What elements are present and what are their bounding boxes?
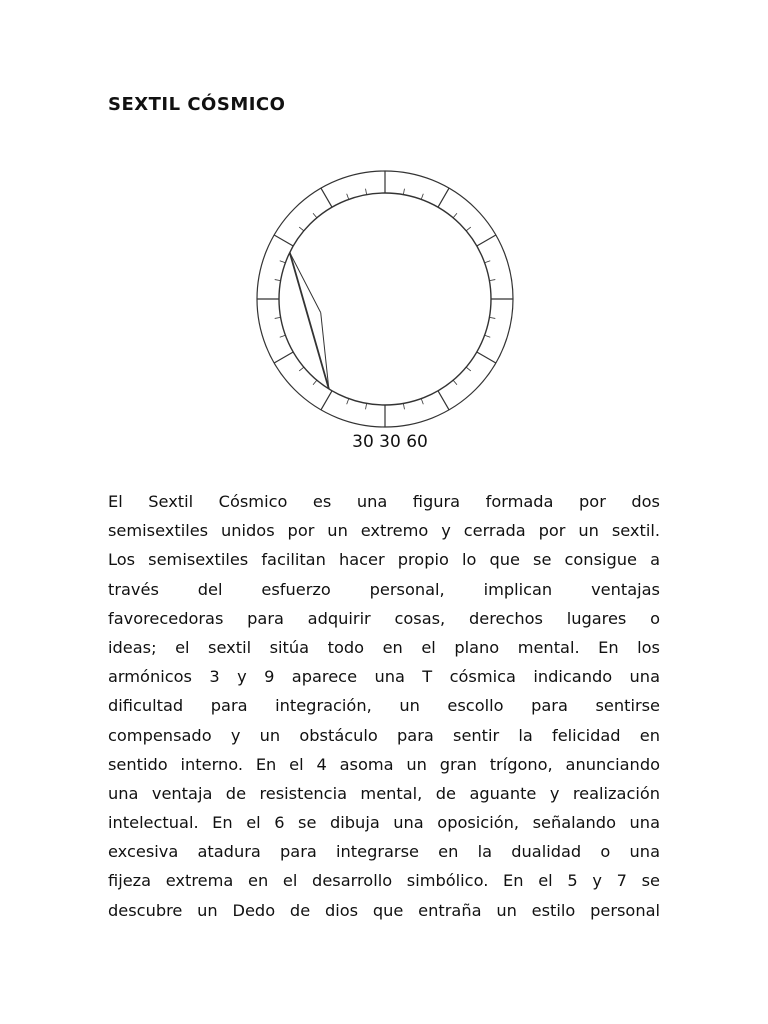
paragraph-line: compensado y un obstáculo para sentir la felicidad en [108,725,660,745]
degree-tick [299,227,304,231]
degree-tick [453,380,457,385]
wheel-inner-ring [279,193,491,405]
degree-tick [466,227,471,231]
sign-divider [477,235,496,246]
degree-tick [485,335,491,337]
sign-divider [477,352,496,363]
sign-divider [321,391,332,410]
aspect-lines [290,253,329,389]
sign-divider [438,188,449,207]
sign-divider [274,235,293,246]
degree-tick [366,403,367,409]
paragraph-line: ideas; el sextil sitúa todo en el plano mental. En los [108,637,660,657]
degree-tick [489,317,495,318]
paragraph-line: una ventaja de resistencia mental, de aguante y realización [108,783,660,803]
paragraph-line: armónicos 3 y 9 aparece una T cósmica indicando una [108,667,660,687]
degree-tick [280,261,286,263]
degree-tick [466,367,471,371]
degree-tick [313,380,317,385]
degree-tick [275,280,281,281]
sextile-wheel-diagram [250,164,520,434]
paragraph-line: fijeza extrema en el desarrollo simbólico. En el 5 y 7 se [108,871,660,891]
wheel-sign-dividers [257,171,513,427]
paragraph-line: sentido interno. En el 4 asoma un gran trígono, anunciando [108,754,660,774]
degree-tick [347,399,349,405]
degree-tick [421,194,423,200]
sign-divider [321,188,332,207]
page-title: SEXTIL CÓSMICO [108,94,286,115]
degree-tick [299,367,304,371]
paragraph-line: través del esfuerzo personal, implican ventajas [108,579,660,599]
paragraph-line: El Sextil Cósmico es una figura formada por dos [108,492,660,511]
degree-tick [421,399,423,405]
degree-tick [366,189,367,195]
sign-divider [438,391,449,410]
wheel-outer-ring [257,171,513,427]
degree-tick [275,317,281,318]
degree-tick [347,194,349,200]
body-paragraph [108,487,660,925]
wheel-degree-ticks [275,189,496,410]
degree-tick [280,335,286,337]
sign-divider [274,352,293,363]
figure-caption: 30 30 60 [352,432,428,452]
paragraph-line: favorecedoras para adquirir cosas, derechos lugares o [108,608,660,628]
degree-tick [313,213,317,218]
paragraph-line: descubre un Dedo de dios que entraña un estilo personal [108,900,660,920]
degree-tick [485,261,491,263]
paragraph-line: semisextiles unidos por un extremo y cerrada por un sextil. [108,521,660,541]
degree-tick [453,213,457,218]
degree-tick [403,189,404,195]
paragraph-line: Los semisextiles facilitan hacer propio lo que se consigue a [108,550,660,570]
paragraph-line: dificultad para integración, un escollo para sentirse [108,696,660,716]
paragraph-line: intelectual. En el 6 se dibuja una oposición, señalando una [108,813,660,833]
degree-tick [489,280,495,281]
sextile-line [290,253,329,389]
degree-tick [403,403,404,409]
paragraph-line: excesiva atadura para integrarse en la dualidad o una [108,842,660,862]
